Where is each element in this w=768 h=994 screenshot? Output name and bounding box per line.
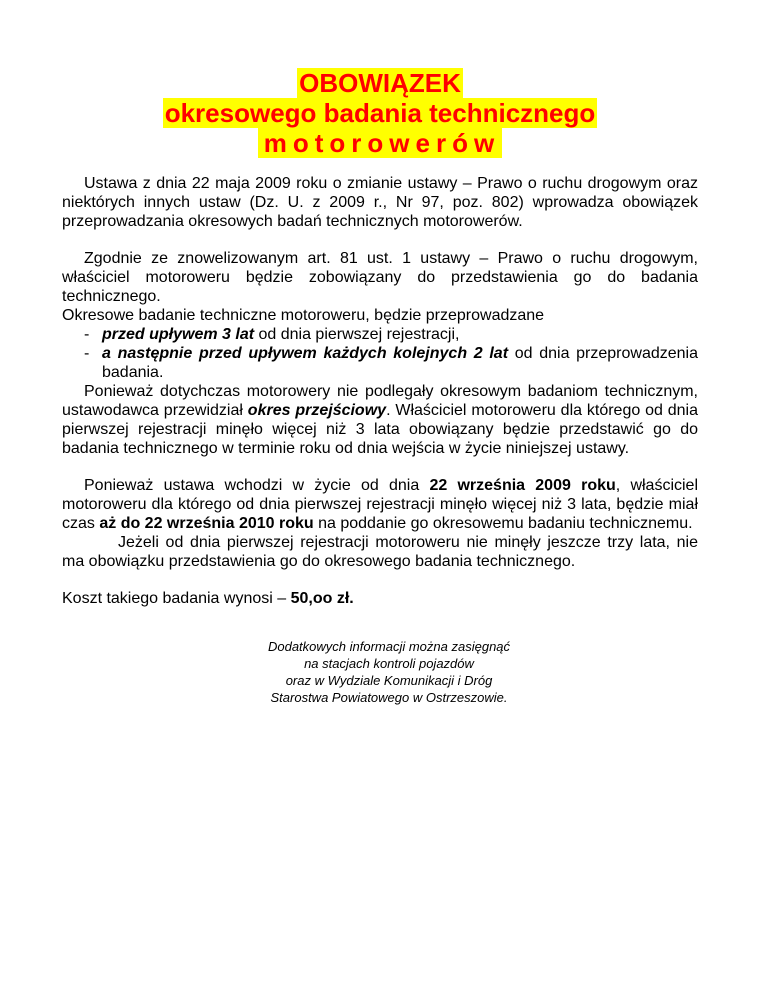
list-item	[62, 325, 698, 344]
p5-text-a: Ponieważ ustawa wchodzi w życie od dnia	[84, 477, 430, 494]
p4-text-c: . Właściciel motoroweru dla którego od dnia pierwszej rejestracji minęło więcej niż 3 lata obowiązany będzie przedstawić go do badania technicznego w terminie roku od dnia wejścia w życie niniejszej ustawy.	[62, 402, 698, 457]
dash-marker: -	[84, 345, 90, 362]
list-item-2-text: od dnia przeprowadzenia badania.	[102, 345, 699, 381]
list-item-1-text: od dnia pierwszej rejestracji,	[254, 326, 460, 343]
p4-text-a: Ponieważ dotychczas motorowery nie podlegały okresowym badaniom technicznym, ustawodawca przewidział	[62, 383, 698, 419]
list-item-1-bold: przed upływem 3 lat	[102, 326, 255, 343]
paragraph-cost	[62, 589, 698, 608]
paragraph-intro: Ustawa z dnia 22 maja 2009 roku o zmianie ustawy – Prawo o ruchu drogowym oraz niektórych innych ustaw (Dz. U. z 2009 r., Nr 97, poz. 802) wprowadza obowiązek przeprowadzania okresowych badań technicznych motorowerów.	[62, 175, 698, 230]
footnote-line-3: oraz w Wydziale Komunikacji i Dróg	[285, 673, 493, 688]
paragraph-no-obligation: Jeżeli od dnia pierwszej rejestracji motoroweru nie minęły jeszcze trzy lata, nie ma obowiązku przedstawienia go do okresowego badania technicznego.	[62, 534, 698, 570]
cost-label: Koszt takiego badania wynosi –	[62, 590, 291, 607]
cost-value: 50,oo zł.	[290, 590, 354, 607]
list-item	[62, 344, 698, 382]
dash-marker: -	[84, 326, 90, 343]
title-block	[62, 68, 698, 158]
footnote-contact	[62, 638, 698, 706]
p5-date-deadline: aż do 22 września 2010 roku	[99, 515, 314, 532]
footnote-line-4: Starostwa Powiatowego w Ostrzeszowie.	[270, 690, 508, 705]
paragraph-schedule-intro: Okresowe badanie techniczne motoroweru, będzie przeprowadzane	[62, 307, 545, 324]
title-line-3: motorowerów	[258, 128, 502, 158]
p5-text-c: , właściciel motoroweru dla którego od dnia pierwszej rejestracji minęło więcej niż 3 lata, będzie miał czas	[62, 477, 699, 532]
footnote-line-2: na stacjach kontroli pojazdów	[304, 656, 474, 671]
list-item-2-bold: a następnie przed upływem każdych kolejnych 2 lat	[102, 345, 509, 362]
paragraph-transition-period	[62, 382, 698, 458]
title-line-1: OBOWIĄZEK	[299, 68, 461, 98]
p5-date-start: 22 września 2009 roku	[429, 477, 616, 494]
paragraph-article-81: Zgodnie ze znowelizowanym art. 81 ust. 1 ustawy – Prawo o ruchu drogowym, właściciel motoroweru będzie zobowiązany do przedstawienia go do badania technicznego.	[62, 250, 698, 305]
schedule-list	[62, 325, 698, 382]
p4-emphasis: okres przejściowy	[247, 402, 387, 419]
footnote-line-1: Dodatkowych informacji można zasięgnąć	[267, 639, 511, 654]
paragraph-effective-date	[62, 476, 698, 533]
title-line-2: okresowego badania technicznego	[164, 98, 596, 128]
p5-text-e: na poddanie go okresowemu badaniu technicznemu.	[313, 515, 693, 532]
